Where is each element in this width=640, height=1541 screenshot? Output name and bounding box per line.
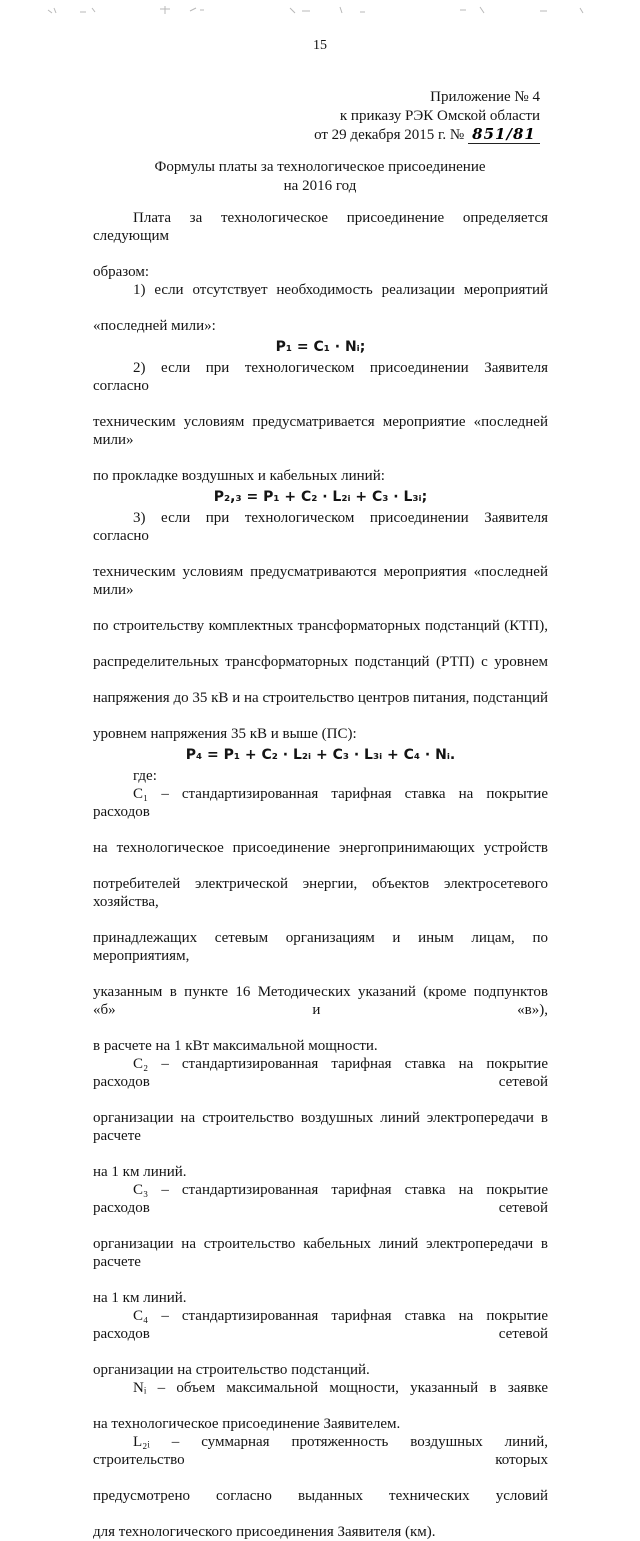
text-line: где: <box>133 768 157 784</box>
page-number: 15 <box>313 38 327 53</box>
text-line: образом: <box>93 264 150 280</box>
text-line: на технологическое присоединение Заявителем. <box>93 1416 401 1432</box>
text-line: 3) если при технологическом присоединении Заявителя согласно <box>93 510 548 544</box>
definition-n: Nᵢ – объем максимальной мощности, указанный в заявке <box>133 1380 548 1396</box>
scan-artifacts <box>40 2 600 24</box>
text-line: на 1 км линий. <box>93 1164 187 1180</box>
order-reference: к приказу РЭК Омской области <box>339 108 540 124</box>
text-line: уровнем напряжения 35 кВ и выше (ПС): <box>93 726 357 742</box>
document-title <box>0 158 640 196</box>
text-line: на 1 км линий. <box>93 1290 187 1306</box>
title-line-2: на 2016 год <box>283 178 357 194</box>
definition-c1: C₁ – стандартизированная тарифная ставка на покрытие расходов <box>93 786 548 820</box>
appendix-number: Приложение № 4 <box>430 89 540 105</box>
title-line-1: Формулы платы за технологическое присоединение <box>154 159 486 175</box>
handwritten-order-number: 851/81 <box>468 126 540 144</box>
text-line: техническим условиям предусматриваются мероприятия «последней мили» <box>93 564 548 598</box>
text-line: для технологического присоединения Заявителя (км). <box>93 1524 436 1540</box>
text-line: 2) если при технологическом присоединении Заявителя согласно <box>93 360 548 394</box>
formula-p1: P₁ = C₁ · Nᵢ; <box>275 339 366 355</box>
order-date-line <box>314 126 540 145</box>
text-line: техническим условиям предусматривается мероприятие «последней мили» <box>93 414 548 448</box>
definition-c4: C₄ – стандартизированная тарифная ставка на покрытие расходов сетевой <box>93 1308 548 1342</box>
document-body <box>93 209 548 1541</box>
definition-c2: C₂ – стандартизированная тарифная ставка на покрытие расходов сетевой <box>93 1056 548 1090</box>
text-line: организации на строительство кабельных линий электропередачи в расчете <box>93 1236 548 1270</box>
text-line: по строительству комплектных трансформаторных подстанций (КТП), <box>93 618 548 634</box>
text-line: напряжения до 35 кВ и на строительство центров питания, подстанций <box>93 690 548 706</box>
definition-l2: L₂ᵢ – суммарная протяженность воздушных линий, строительство которых <box>93 1434 548 1468</box>
text-line: потребителей электрической энергии, объектов электросетевого хозяйства, <box>93 876 548 910</box>
text-line: предусмотрено согласно выданных технических условий <box>93 1488 548 1504</box>
text-line: на технологическое присоединение энергопринимающих устройств <box>93 840 548 856</box>
order-date: от 29 декабря 2015 г. № <box>314 127 468 143</box>
text-line: организации на строительство воздушных линий электропередачи в расчете <box>93 1110 548 1144</box>
definition-c3: C₃ – стандартизированная тарифная ставка на покрытие расходов сетевой <box>93 1182 548 1216</box>
text-line: организации на строительство подстанций. <box>93 1362 370 1378</box>
text-line: распределительных трансформаторных подстанций (РТП) с уровнем <box>93 654 548 670</box>
approval-block <box>314 88 540 145</box>
formula-p23: P₂,₃ = P₁ + C₂ · L₂ᵢ + C₃ · L₃ᵢ; <box>213 489 428 505</box>
formula-p4: P₄ = P₁ + C₂ · L₂ᵢ + C₃ · L₃ᵢ + C₄ · Nᵢ. <box>185 747 456 763</box>
text-line: Плата за технологическое присоединение определяется следующим <box>93 210 548 244</box>
text-line: принадлежащих сетевым организациям и иным лицам, по мероприятиям, <box>93 930 548 964</box>
text-line: 1) если отсутствует необходимость реализации мероприятий <box>133 282 548 298</box>
text-line: в расчете на 1 кВт максимальной мощности. <box>93 1038 378 1054</box>
text-line: указанным в пункте 16 Методических указаний (кроме подпунктов «б» и «в»), <box>93 984 548 1018</box>
text-line: по прокладке воздушных и кабельных линий: <box>93 468 385 484</box>
text-line: «последней мили»: <box>93 318 216 334</box>
